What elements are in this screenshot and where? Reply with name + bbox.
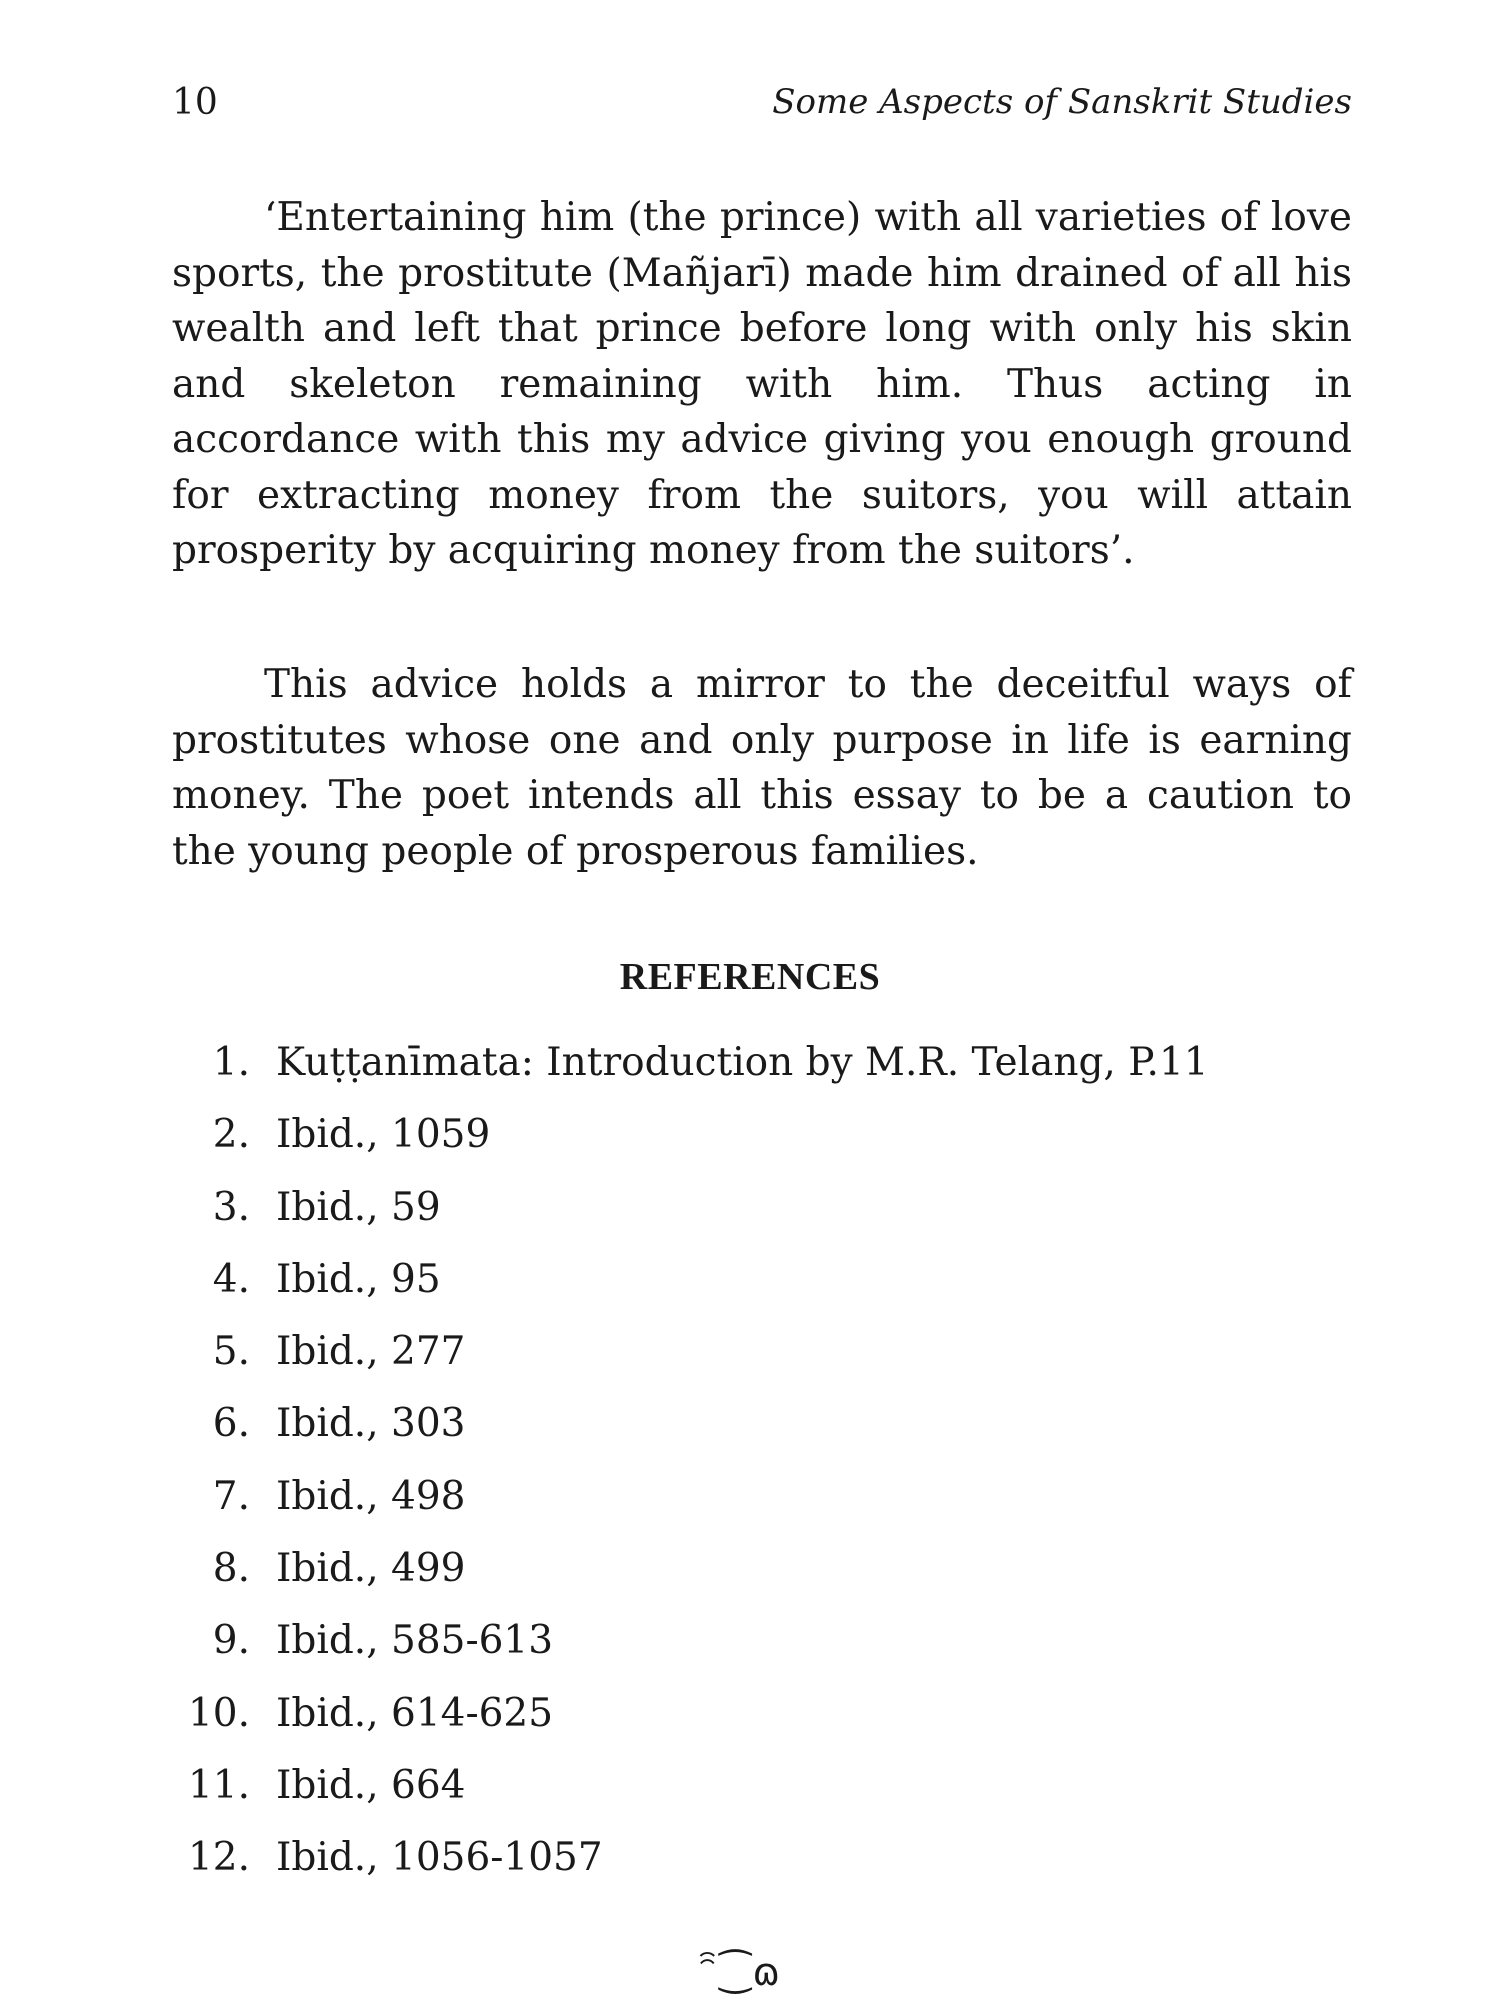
reference-item: [172, 1329, 1352, 1401]
reference-number: 3.: [212, 1184, 250, 1230]
reference-number: 9.: [212, 1618, 250, 1664]
reference-number: 1.: [212, 1040, 250, 1085]
reference-item: [172, 1835, 1352, 1907]
reference-number: 4.: [212, 1256, 250, 1302]
reference-text: Ibid., 614-625: [276, 1690, 554, 1736]
reference-item: [172, 1112, 1352, 1184]
page-number: 10: [172, 82, 218, 123]
reference-text: Ibid., 1056-1057: [276, 1835, 603, 1881]
reference-text: Ibid., 95: [276, 1256, 441, 1302]
end-ornament-icon: ꩰ⁐ɷ: [717, 1950, 783, 1994]
reference-text: Ibid., 498: [276, 1473, 466, 1519]
reference-number: 5.: [212, 1329, 250, 1375]
references-list: [172, 1040, 1352, 1908]
reference-number: 12.: [187, 1835, 250, 1881]
reference-item: [172, 1401, 1352, 1473]
reference-text: Kuṭṭanīmata: Introduction by M.R. Telang, P.11: [276, 1040, 1209, 1085]
reference-item: [172, 1618, 1352, 1690]
reference-item: [172, 1763, 1352, 1835]
reference-item: [172, 1257, 1352, 1329]
reference-text: Ibid., 585-613: [276, 1618, 554, 1664]
body-paragraph: ‘Entertaining him (the prince) with all varieties of love sports, the prostitute (Mañjarī) made him drained of all his wealth and left that prince before long with only his skin and skeleton remaining with him. Thus acting in accordance with this my advice giving you enough ground for extracting money from the suitors, you will attain prosperity by acquiring money from the suitors’.: [172, 195, 1352, 573]
reference-number: 6.: [212, 1401, 250, 1447]
reference-item: [172, 1040, 1352, 1112]
reference-item: [172, 1185, 1352, 1257]
reference-number: 2.: [212, 1112, 250, 1158]
reference-item: [172, 1546, 1352, 1618]
reference-number: 7.: [212, 1473, 250, 1519]
reference-text: Ibid., 499: [276, 1546, 466, 1592]
references-heading: REFERENCES: [619, 956, 881, 998]
reference-number: 11.: [187, 1762, 250, 1808]
reference-number: 8.: [212, 1546, 250, 1592]
running-title: Some Aspects of Sanskrit Studies: [772, 82, 1352, 122]
reference-text: Ibid., 664: [276, 1762, 466, 1808]
reference-item: [172, 1474, 1352, 1546]
reference-text: Ibid., 303: [276, 1401, 466, 1447]
reference-text: Ibid., 277: [276, 1329, 466, 1375]
reference-text: Ibid., 1059: [276, 1112, 491, 1158]
reference-text: Ibid., 59: [276, 1184, 441, 1230]
body-paragraph: This advice holds a mirror to the deceitful ways of prostitutes whose one and only purpose in life is earning money. The poet intends all this essay to be a caution to the young people of prosperous families.: [172, 662, 1352, 874]
page-header: [172, 82, 1352, 132]
reference-item: [172, 1691, 1352, 1763]
reference-number: 10.: [187, 1690, 250, 1736]
